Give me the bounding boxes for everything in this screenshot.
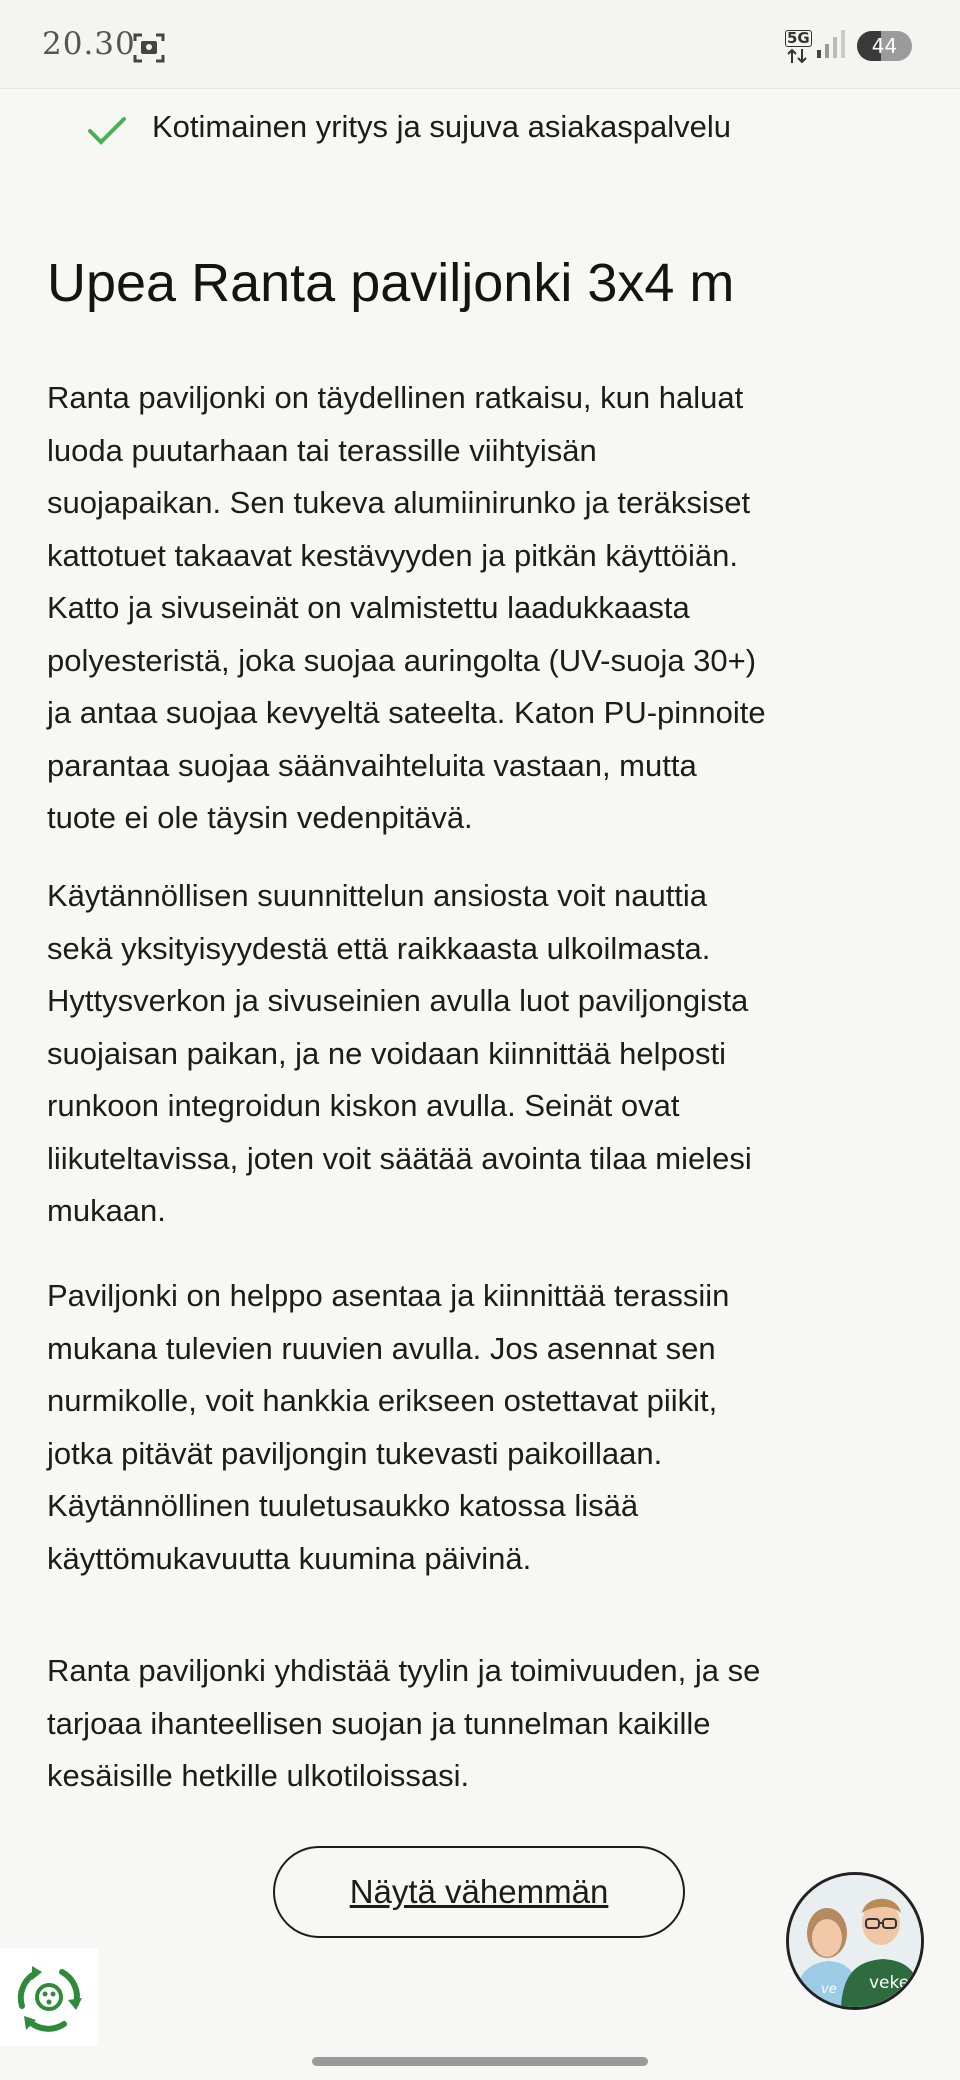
paragraph-line: Käytännöllisen suunnittelun ansiosta voit nauttia [47,878,708,913]
paragraph-line: Ranta paviljonki on täydellinen ratkaisu, kun haluat [47,380,744,415]
eco-badge[interactable] [0,1948,98,2046]
paragraph-line: suojapaikan. Sen tukeva alumiinirunko ja teräksiset [47,485,751,520]
battery-indicator [857,31,912,61]
screenshot-icon [132,31,166,65]
paragraph-line: jotka pitävät paviljongin tukevasti paikoillaan. [47,1435,663,1471]
paragraph-line: Paviljonki on helppo asentaa ja kiinnittää terassiin [47,1278,730,1313]
battery-percent: 44 [871,34,898,58]
paragraph-line: runkoon integroidun kiskon avulla. Seinät ovat [47,1088,680,1123]
paragraph-line: nurmikolle, voit hankkia erikseen ostettavat piikit, [47,1383,718,1418]
support-staff-icon [789,1875,921,2007]
data-arrows-icon [786,48,808,64]
paragraph-line: parantaa suojaa säänvaihteluita vastaan, mutta [47,747,697,783]
paragraph-line: liikuteltavissa, joten voit säätää avointa tilaa mielesi [47,1140,752,1176]
paragraph-line: tarjoaa ihanteellisen suojan ja tunnelman kaikille [47,1705,711,1741]
paragraph-line: käyttömukavuutta kuumina päivinä. [47,1540,532,1576]
check-icon [87,115,127,147]
status-time: 20.30 [42,26,136,62]
paragraph-line: ja antaa suojaa kevyeltä sateelta. Katon PU-pinnoite [47,695,766,730]
paragraph-line: Käytännöllinen tuuletusaukko katossa lisää [47,1488,639,1523]
paragraph-line: mukaan. [47,1193,166,1228]
chat-avatar-button[interactable] [786,1872,924,2010]
feature-text: Kotimainen yritys ja sujuva asiakaspalvelu [152,109,731,144]
status-bar [0,0,960,89]
home-indicator[interactable] [312,2057,648,2066]
description-paragraph-2 [47,870,917,1238]
paragraph-line: luoda puutarhaan tai terassille viihtyisän [47,432,597,468]
description-paragraph-3 [47,1270,917,1585]
paragraph-line: tuote ei ole täysin vedenpitävä. [47,800,473,835]
paragraph-line: mukana tulevien ruuvien avulla. Jos asennat sen [47,1330,716,1366]
recycle-icon [0,1948,98,2046]
network-label: 5G [787,29,810,47]
product-title: Upea Ranta paviljonki 3x4 m [47,253,735,313]
paragraph-line: Hyttysverkon ja sivuseinien avulla luot paviljongista [47,983,749,1018]
paragraph-line: sekä yksityisyydestä että raikkaasta ulkoilmasta. [47,930,711,966]
paragraph-line: suojaisan paikan, ja ne voidaan kiinnittää helposti [47,1035,727,1071]
chat-brand-text: veke [869,1973,910,1993]
description-paragraph-1 [47,372,917,845]
paragraph-line: Katto ja sivuseinät on valmistettu laadukkaasta [47,590,690,625]
description-paragraph-4 [47,1645,917,1803]
feature-item [87,105,907,155]
show-less-button[interactable]: Näytä vähemmän [273,1846,685,1938]
paragraph-line: kesäisille hetkille ulkotiloissasi. [47,1758,470,1793]
paragraph-line: Ranta paviljonki yhdistää tyylin ja toimivuuden, ja se [47,1653,761,1688]
svg-text:ve: ve [821,1982,837,1997]
paragraph-line: polyesteristä, joka suojaa auringolta (UV-suoja 30+) [47,642,757,678]
signal-icon [816,28,846,60]
paragraph-line: kattotuet takaavat kestävyyden ja pitkän käyttöiän. [47,537,739,573]
